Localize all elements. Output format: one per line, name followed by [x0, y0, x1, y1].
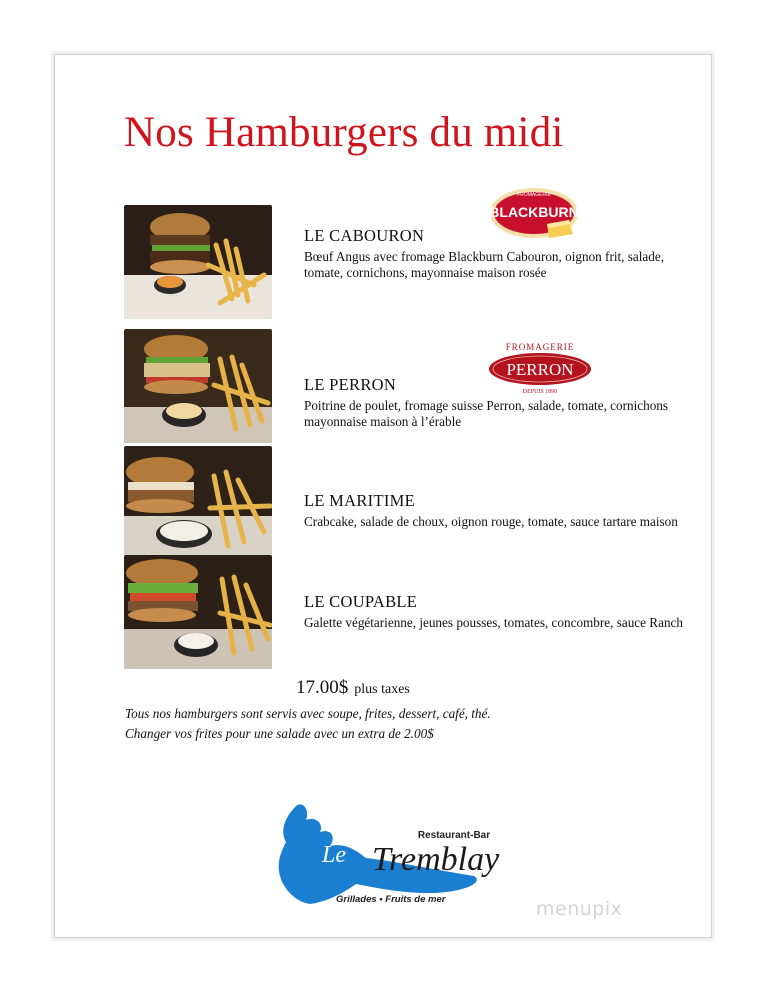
price-suffix: plus taxes: [354, 682, 410, 697]
blackburn-top-text: FROMAGERIE: [517, 192, 551, 198]
burger-photo-perron: [124, 329, 272, 443]
blackburn-name: BLACKBURN: [489, 204, 579, 220]
tremblay-logo: [276, 798, 508, 910]
perron-name: PERRON: [506, 360, 574, 379]
blackburn-logo: [489, 186, 579, 244]
menupix-watermark: menupix: [536, 898, 623, 920]
item-description: Galette végétarienne, jeunes pousses, tomates, concombre, sauce Ranch: [304, 615, 683, 630]
item-name: LE COUPABLE: [304, 592, 418, 611]
item-name: LE MARITIME: [304, 491, 415, 510]
tremblay-name: Tremblay: [372, 841, 500, 878]
menu-item: [304, 592, 704, 631]
item-name: LE PERRON: [304, 375, 397, 394]
note-line: Tous nos hamburgers sont servis avec soupe, frites, dessert, café, thé.: [125, 706, 491, 721]
menu-item: [304, 491, 704, 530]
perron-top-text: FROMAGERIE: [505, 342, 575, 352]
tremblay-top-text: Restaurant-Bar: [417, 830, 491, 841]
item-description: Poitrine de poulet, fromage suisse Perron, salade, tomate, cornichons mayonnaise maison à l’érable: [304, 398, 669, 429]
burger-photo-coupable: [124, 555, 272, 669]
item-description: Bœuf Angus avec fromage Blackburn Cabouron, oignon frit, salade, tomate, cornichons, mayonnaise maison rosée: [304, 249, 665, 280]
item-name: LE CABOURON: [304, 226, 425, 245]
perron-tagline: DEPUIS 1890: [522, 389, 558, 395]
tremblay-le: Le: [322, 842, 346, 868]
note-line: Changer vos frites pour une salade avec un extra de 2.00$: [125, 726, 434, 741]
price-amount: 17.00$: [296, 677, 349, 698]
item-description: Crabcake, salade de choux, oignon rouge, tomate, sauce tartare maison: [304, 514, 678, 529]
tremblay-tagline: Grillades • Fruits de mer: [336, 894, 446, 905]
perron-logo: [488, 340, 592, 396]
burger-photo-maritime: [124, 446, 272, 560]
price: [296, 677, 410, 699]
page-title: Nos Hamburgers du midi: [124, 109, 564, 156]
burger-photo-cabouron: [124, 205, 272, 319]
